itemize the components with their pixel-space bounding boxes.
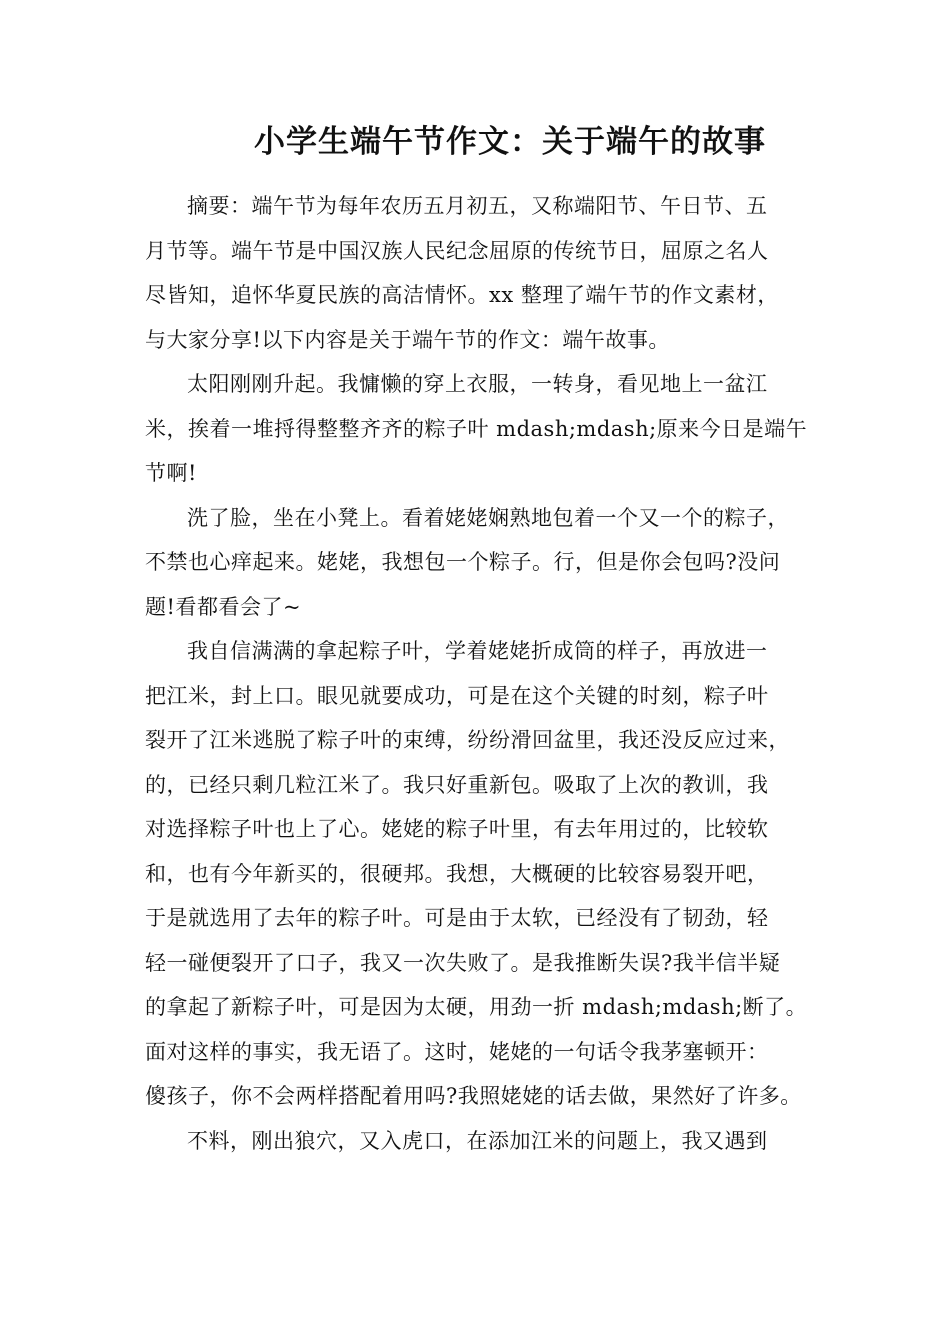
text-line: 轻一碰便裂开了口子，我又一次失败了。是我推断失误?我半信半疑 (145, 950, 781, 975)
text-line: 的，已经只剩几粒江米了。我只好重新包。吸取了上次的教训，我 (145, 772, 769, 797)
text-line: 不料，刚出狼穴，又入虎口，在添加江米的问题上，我又遇到 (187, 1128, 768, 1153)
paragraph-abstract (145, 184, 825, 362)
text-line: 与大家分享!以下内容是关于端午节的作文：端午故事。 (145, 327, 670, 352)
paragraph-wrapping (145, 629, 825, 1119)
text-line: 尽皆知，追怀华夏民族的高洁情怀。xx 整理了端午节的作文素材， (145, 283, 779, 307)
paragraph-rice (145, 1119, 825, 1164)
text-line: 裂开了江米逃脱了粽子叶的束缚，纷纷滑回盆里，我还没反应过来， (145, 728, 790, 752)
document-title: 小学生端午节作文：关于端午的故事 (254, 124, 766, 160)
paragraph-grandma (145, 496, 825, 630)
text-line: 我自信满满的拿起粽子叶，学着姥姥折成筒的样子，再放进一 (187, 639, 768, 663)
text-line: 和，也有今年新买的，很硬邦。我想，大概硬的比较容易裂开吧， (145, 861, 769, 886)
text-line: 对选择粽子叶也上了心。姥姥的粽子叶里，有去年用过的，比较软 (145, 817, 769, 841)
text-line: 摘要：端午节为每年农历五月初五，又称端阳节、午日节、五 (187, 194, 768, 218)
text-line: 面对这样的事实，我无语了。这时，姥姥的一句话令我茅塞顿开： (145, 1039, 769, 1064)
text-line: 把江米，封上口。眼见就要成功，可是在这个关键的时刻，粽子叶 (145, 683, 769, 708)
text-line: 米，挨着一堆捋得整整齐齐的粽子叶 mdash;mdash;原来今日是端午 (145, 416, 808, 441)
text-line: 太阳刚刚升起。我慵懒的穿上衣服，一转身，看见地上一盆江 (187, 372, 768, 396)
paragraph-sunrise (145, 362, 825, 496)
text-line: 月节等。端午节是中国汉族人民纪念屈原的传统节日，屈原之名人 (145, 238, 769, 263)
text-line: 的拿起了新粽子叶，可是因为太硬，用劲一折 mdash;mdash;断了。 (145, 995, 808, 1019)
text-line: 题!看都看会了~ (145, 594, 302, 619)
text-line: 傻孩子，你不会两样搭配着用吗?我照姥姥的话去做，果然好了许多。 (145, 1084, 802, 1108)
text-line: 于是就选用了去年的粽子叶。可是由于太软，已经没有了韧劲，轻 (145, 906, 769, 930)
document-body (145, 184, 825, 1163)
text-line: 不禁也心痒起来。姥姥，我想包一个粽子。行，但是你会包吗?没问 (145, 550, 781, 574)
text-line: 洗了脸，坐在小凳上。看着姥姥娴熟地包着一个又一个的粽子， (187, 505, 789, 530)
text-line: 节啊! (145, 461, 197, 485)
